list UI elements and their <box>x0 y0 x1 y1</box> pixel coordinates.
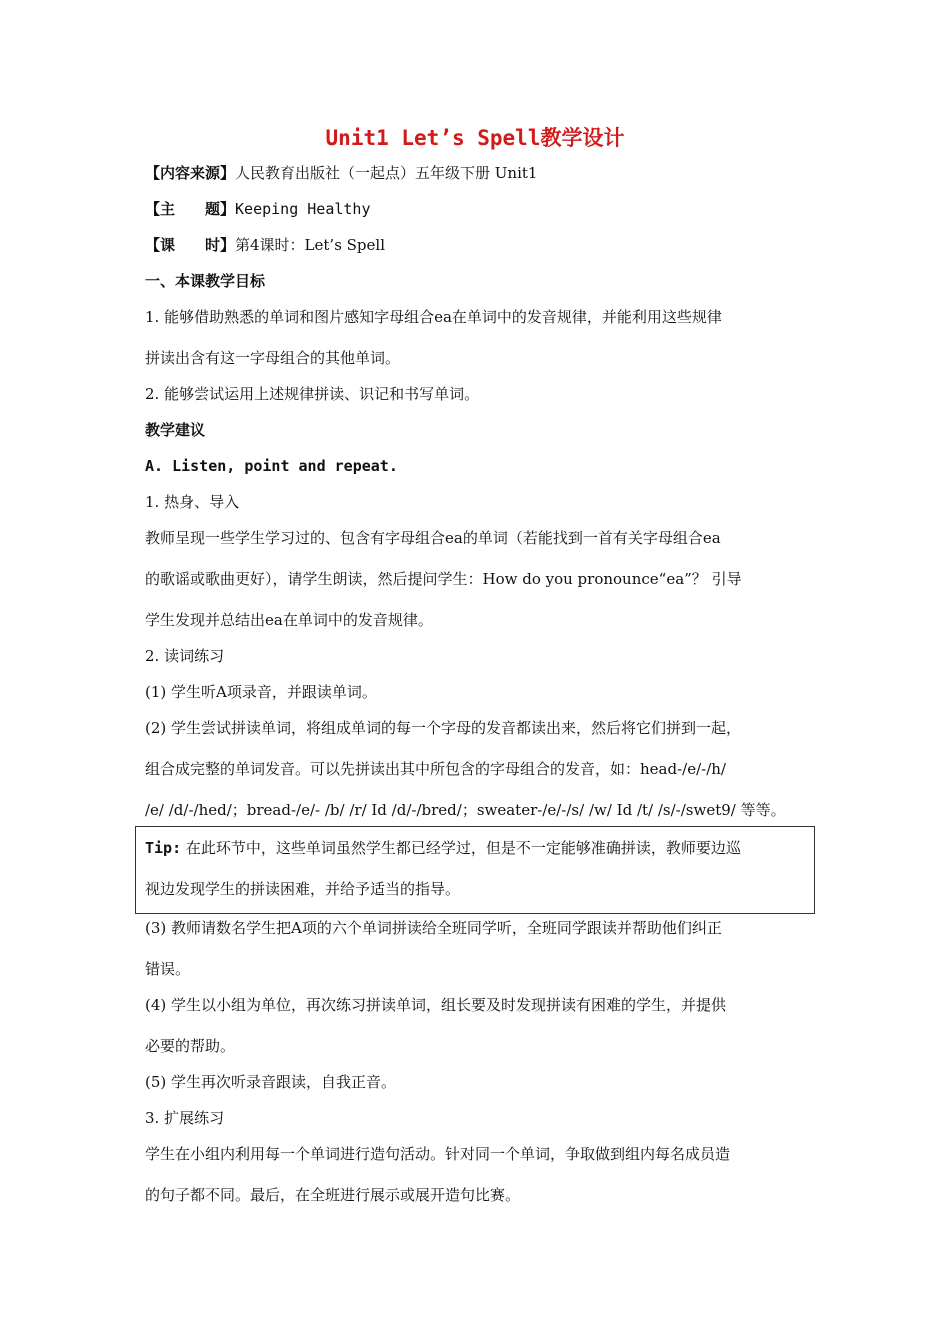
list-item: (1) 学生听A项录音，并跟读单词。 <box>145 683 377 701</box>
meta-source-value: 人民教育出版社（一起点）五年级下册 Unit1 <box>235 164 538 182</box>
list-item: /e/ /d/-/hed/；bread-/e/- /b/ /r/ Id /d/-/bred/；sweater-/e/-/s/ /w/ Id /t/ /s/-/swet9/ 等等。 <box>145 801 786 819</box>
step3-heading: 3. 扩展练习 <box>145 1109 225 1127</box>
meta-topic-value: Keeping Healthy <box>235 200 371 218</box>
meta-topic <box>145 198 810 220</box>
list-item: (2) 学生尝试拼读单词，将组成单词的每一个字母的发音都读出来，然后将它们拼到一起， <box>145 719 742 737</box>
tip-line: 视边发现学生的拼读困难，并给予适当的指导。 <box>145 880 461 898</box>
list-item: (4) 学生以小组为单位，再次练习拼读单词，组长要及时发现拼读有困难的学生，并提供 <box>145 996 727 1014</box>
paragraph-line: 学生发现并总结出ea在单词中的发音规律。 <box>145 611 433 629</box>
tip-text: 在此环节中，这些单词虽然学生都已经学过，但是不一定能够准确拼读，教师要边巡 <box>185 839 741 857</box>
goal-line: 1. 能够借助熟悉的单词和图片感知字母组合ea在单词中的发音规律，并能利用这些规律 <box>145 308 722 326</box>
meta-period-label: 【课 时】 <box>145 236 236 254</box>
paragraph-line: 的歌谣或歌曲更好），请学生朗读，然后提问学生：How do you pronounce“ea”？ 引导 <box>145 570 742 588</box>
document-title: Unit1 Let’s Spell教学设计 <box>325 126 625 150</box>
goal-line: 2. 能够尝试运用上述规律拼读、识记和书写单词。 <box>145 385 480 403</box>
part-a-heading: A. Listen, point and repeat. <box>145 457 398 475</box>
list-item: (5) 学生再次听录音跟读，自我正音。 <box>145 1073 397 1091</box>
paragraph-line: 的句子都不同。最后，在全班进行展示或展开造句比赛。 <box>145 1186 521 1204</box>
tip-line <box>145 837 810 859</box>
list-item: 错误。 <box>145 960 191 978</box>
section-heading-suggestions: 教学建议 <box>145 421 206 439</box>
section-heading-goals: 一、本课教学目标 <box>145 272 266 290</box>
meta-period <box>145 234 810 256</box>
meta-source-label: 【内容来源】 <box>145 164 236 182</box>
paragraph-line: 教师呈现一些学生学习过的、包含有字母组合ea的单词（若能找到一首有关字母组合ea <box>145 529 721 547</box>
list-item: (3) 教师请数名学生把A项的六个单词拼读给全班同学听，全班同学跟读并帮助他们纠正 <box>145 919 722 937</box>
meta-topic-label: 【主 题】 <box>145 200 236 218</box>
tip-label: Tip: <box>145 839 182 857</box>
paragraph-line: 学生在小组内利用每一个单词进行造句活动。针对同一个单词，争取做到组内每名成员造 <box>145 1145 731 1163</box>
list-item: 组合成完整的单词发音。可以先拼读出其中所包含的字母组合的发音，如：head-/e/-/h/ <box>145 760 726 778</box>
goal-line: 拼读出含有这一字母组合的其他单词。 <box>145 349 401 367</box>
step2-heading: 2. 读词练习 <box>145 647 225 665</box>
meta-period-value: 第4课时：Let’s Spell <box>235 236 386 254</box>
meta-source <box>145 162 810 184</box>
list-item: 必要的帮助。 <box>145 1037 236 1055</box>
step1-heading: 1. 热身、导入 <box>145 493 240 511</box>
